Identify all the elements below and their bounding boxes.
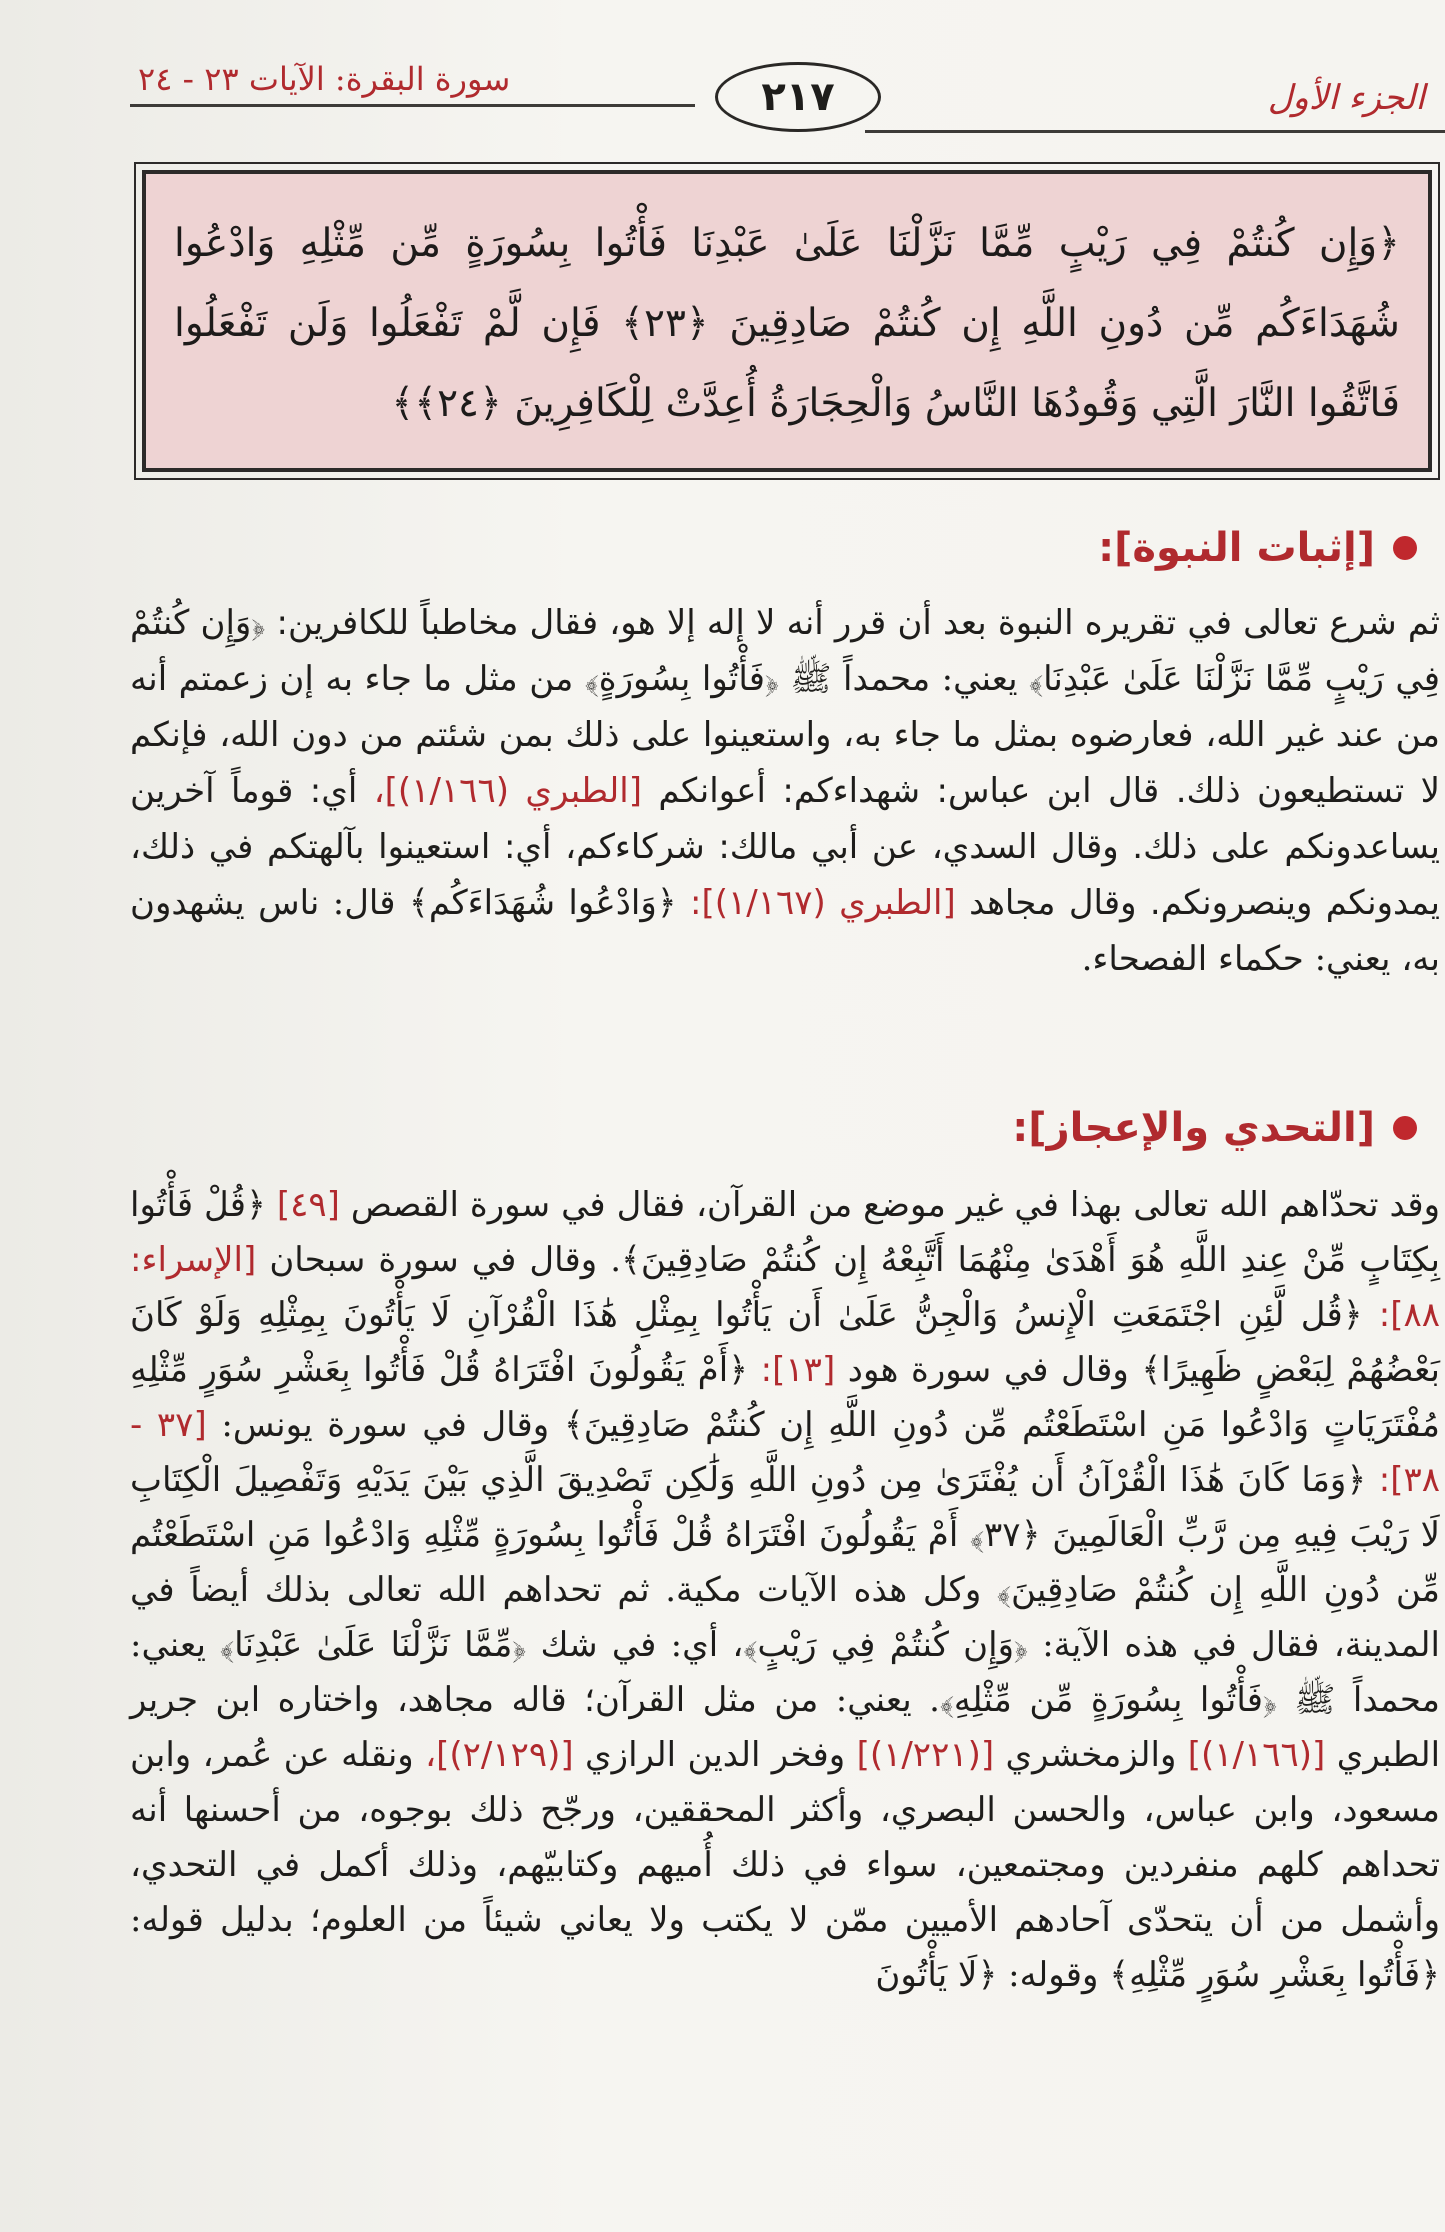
page-number: ٢١٧ — [715, 62, 881, 132]
citation-ref: [٣٧ - ٣٨]: — [130, 1405, 1440, 1500]
bullet-icon — [1393, 536, 1417, 560]
paragraph-line: دون الله، فإنكم لا تستطيعون ذلك. قال ابن عباس: شهداءكم: أعوانكم — [130, 715, 1440, 811]
paragraph-line: ﴿وَادْعُوا شُهَدَاءَكُم﴾ قال: ناس يشهدون به، يعني: حكماء الفصحاء. — [130, 883, 1440, 979]
quran-verse-text: ﴿وَإِن كُنتُمْ فِي رَيْبٍ مِّمَّا نَزَّلْنَا عَلَىٰ عَبْدِنَا فَأْتُوا بِسُورَةٍ مِّن مِّثْلِهِ وَادْعُوا شُهَدَاءَكُم مِّن دُونِ اللَّهِ إِن كُنتُمْ صَادِقِينَ ﴿٢٣﴾ فَإِن لَّمْ تَفْعَلُوا وَلَن تَفْعَلُوا فَاتَّقُوا النَّارَ الَّتِي وَقُودُهَا النَّاسُ وَالْحِجَارَةُ أُعِدَّتْ لِلْكَافِرِينَ ﴿٢٤﴾﴾ — [174, 221, 1400, 426]
header-rule-right — [865, 130, 1445, 133]
citation-ref: [الطبري (١/١٦٧)]: — [690, 883, 956, 923]
section-title: [إثبات النبوة]: — [1098, 525, 1375, 571]
paragraph-line: زعمتم أنه من عند غير الله، فعارضوه بمثل ما جاء به، واستعينوا على ذلك بمن شئتم من — [130, 659, 1440, 755]
section-body-prophethood — [130, 595, 1440, 987]
citation-ref: [١٣]: — [760, 1350, 836, 1390]
section-title: [التحدي والإعجاز]: — [1012, 1105, 1375, 1151]
citation-ref: [٤٩] — [276, 1185, 340, 1225]
paragraph-line: أي: قوماً آخرين يساعدونكم على ذلك. وقال السدي، عن أبي مالك: شركاءكم، أي: — [130, 771, 1441, 867]
paragraph-text: والزمخشري — [1005, 1735, 1177, 1775]
part-title: الجزء الأول — [1267, 78, 1425, 118]
paragraph-line: ثم شرع تعالى في تقريره النبوة بعد أن قرر أنه لا إله إلا هو، فقال مخاطباً للكافرين: — [276, 603, 1440, 643]
paragraph-line: استعينوا بآلهتكم في ذلك، يمدونكم وينصرونكم. وقال مجاهد — [130, 827, 1441, 923]
paragraph-text: وقد تحدّاهم الله تعالى بهذا في غير موضع من القرآن، فقال في سورة القصص — [350, 1185, 1440, 1225]
section-body-challenge — [130, 1178, 1440, 2003]
citation-ref: [الإسراء: ٨٨]: — [130, 1240, 1440, 1335]
paragraph-text: ﴿وَمَا كَانَ هَٰذَا الْقُرْآنُ أَن يُفْتَرَىٰ مِن دُونِ اللَّهِ وَلَٰكِن تَصْدِيقَ الَّذِي بَيْنَ يَدَيْهِ وَتَفْصِيلَ الْكِتَابِ لَا رَيْبَ فِيهِ مِن رَّبِّ الْعَالَمِينَ ﴿٣٧﴾ أَمْ يَقُولُونَ افْتَرَاهُ قُلْ فَأْتُوا بِسُورَةٍ مِّثْلِهِ وَادْعُوا مَنِ اسْتَطَعْتُم مِّن دُونِ اللَّهِ إِن كُنتُمْ صَادِقِينَ﴾ وكل هذه الآيات مكية. ثم تحداهم الله تعالى بذلك أيضاً في المدينة، فقال في هذه الآية: ﴿وَإِن كُنتُمْ فِي رَيْبٍ﴾، أي: في شك ﴿مِّمَّا نَزَّلْنَا عَلَىٰ عَبْدِنَا﴾ يعني: محمداً ﷺ ﴿فَأْتُوا بِسُورَةٍ مِّن مِّثْلِهِ﴾. يعني: من مثل القرآن؛ قاله مجاهد، واختاره ابن جرير الطبري — [130, 1460, 1441, 1775]
paragraph-text: ونقله عن عُمر، وابن مسعود، وابن عباس، والحسن البصري، وأكثر المحققين، ورجّح ذلك بوجوه، من أحسنها أنه تحداهم كلهم منفردين ومجتمعين، سواء في ذلك أُميهم وكتابيّهم، وذلك أكمل في التحدي، وأشمل من أن يتحدّى آحادهم الأميين ممّن لا يكتب ولا يعاني شيئاً من العلوم؛ بدليل قوله: ﴿فَأْتُوا بِعَشْرِ سُوَرٍ مِّثْلِهِ﴾ وقوله: ﴿لَا يَأْتُونَ — [130, 1735, 1440, 1995]
bullet-icon — [1393, 1116, 1417, 1140]
paragraph-line: ﴿وَإِن كُنتُمْ فِي رَيْبٍ مِّمَّا نَزَّلْنَا عَلَىٰ عَبْدِنَا﴾ يعني: محمداً ﷺ ﴿فَأْتُوا بِسُورَةٍ﴾ من مثل ما جاء به إن — [130, 603, 1440, 699]
verse-range: الآيات ٢٣ - ٢٤ — [138, 60, 325, 98]
section-heading-prophethood — [1098, 525, 1417, 571]
surah-name: سورة البقرة: — [334, 60, 511, 98]
header-rule-left — [130, 104, 695, 107]
paragraph-text: وفخر الدين الرازي — [585, 1735, 846, 1775]
paragraph-text: ﴿قُل لَّئِنِ اجْتَمَعَتِ الْإِنسُ وَالْجِنُّ عَلَىٰ أَن يَأْتُوا بِمِثْلِ هَٰذَا الْقُرْآنِ لَا يَأْتُونَ بِمِثْلِهِ وَلَوْ كَانَ بَعْضُهُمْ لِبَعْضٍ ظَهِيرًا﴾ وقال في سورة هود — [130, 1295, 1440, 1390]
citation-ref: [(١/٢٢١)] — [856, 1735, 995, 1775]
paragraph-text: ﴿قُلْ فَأْتُوا بِكِتَابٍ مِّنْ عِندِ اللَّهِ هُوَ أَهْدَىٰ مِنْهُمَا أَتَّبِعْهُ إِن كُنتُمْ صَادِقِينَ﴾. وقال في سورة سبحان — [130, 1185, 1440, 1280]
header-surah-info — [138, 60, 510, 98]
citation-ref: [الطبري (١/١٦٦)]، — [373, 771, 642, 811]
citation-ref: [(٢/١٢٩)]، — [425, 1735, 574, 1775]
citation-ref: [(١/١٦٦)] — [1187, 1735, 1326, 1775]
section-heading-challenge — [1012, 1105, 1417, 1151]
paragraph-text: ﴿أَمْ يَقُولُونَ افْتَرَاهُ قُلْ فَأْتُوا بِعَشْرِ سُوَرٍ مِّثْلِهِ مُفْتَرَيَاتٍ وَادْعُوا مَنِ اسْتَطَعْتُم مِّن دُونِ اللَّهِ إِن كُنتُمْ صَادِقِينَ﴾ وقال في سورة يونس: — [130, 1350, 1441, 1445]
quran-verse-box — [142, 170, 1432, 472]
